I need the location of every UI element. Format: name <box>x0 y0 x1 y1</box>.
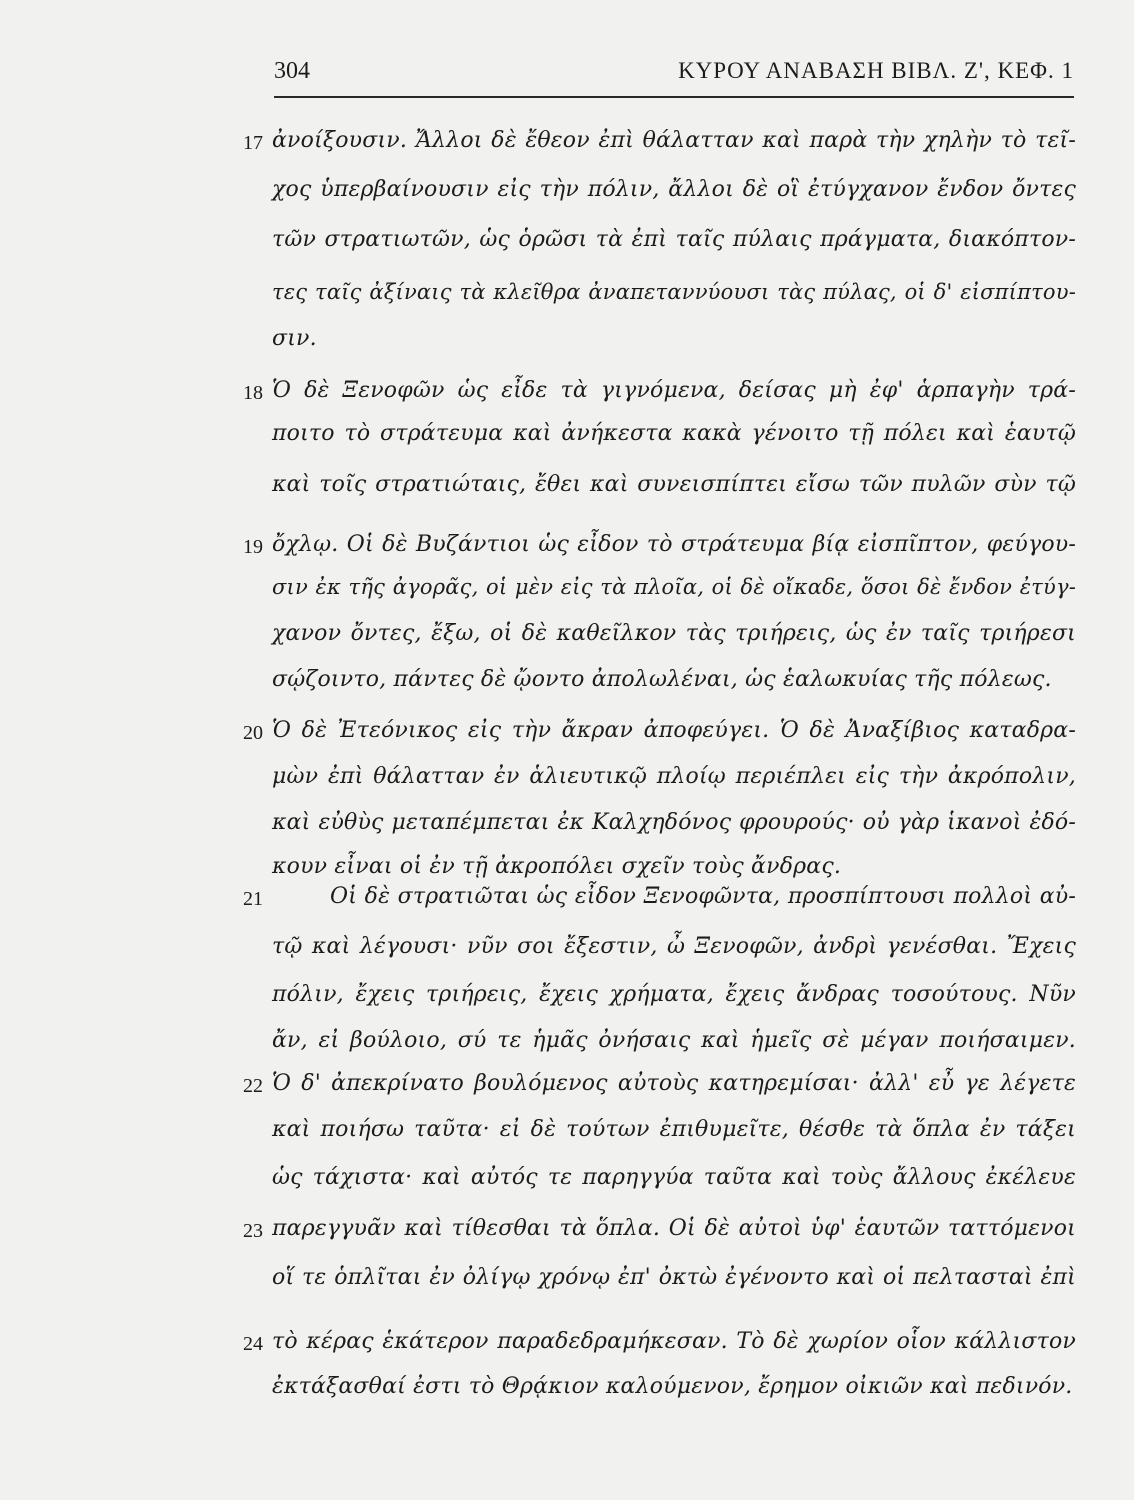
text-line: καὶ τοῖς στρατιώταις, ἔθει καὶ συνεισπίπτει εἴσω τῶν πυλῶν σὺν τῷ <box>272 472 1076 497</box>
section-number: 23 <box>243 1220 263 1242</box>
text-line: Ὁ δ' ἀπεκρίνατο βουλόμενος αὐτοὺς κατηρεμίσαι· ἀλλ' εὖ γε λέγετε <box>272 1071 1076 1096</box>
section-number: 21 <box>243 888 263 910</box>
text-line: σῴζοιντο, πάντες δὲ ᾤοντο ἀπολωλέναι, ὡς ἑαλωκυίας τῆς πόλεως. <box>272 667 1052 692</box>
text-line: Ὁ δὲ Ξενοφῶν ὡς εἶδε τὰ γιγνόμενα, δείσας μὴ ἐφ' ἁρπαγὴν τρά- <box>272 378 1076 403</box>
section-number: 19 <box>243 536 263 558</box>
text-line: μὼν ἐπὶ θάλατταν ἐν ἁλιευτικῷ πλοίῳ περιέπλει εἰς τὴν ἀκρόπολιν, <box>272 764 1076 789</box>
text-line: τῷ καὶ λέγουσι· νῦν σοι ἔξεστιν, ὦ Ξενοφῶν, ἀνδρὶ γενέσθαι. Ἔχεις <box>272 934 1076 959</box>
text-line: παρεγγυᾶν καὶ τίθεσθαι τὰ ὅπλα. Οἱ δὲ αὐτοὶ ὑφ' ἑαυτῶν ταττόμενοι <box>272 1216 1076 1241</box>
text-line: ἐκτάξασθαί ἐστι τὸ Θρᾴκιον καλούμενον, ἔρημον οἰκιῶν καὶ πεδινόν. <box>272 1374 1073 1399</box>
text-line: πόλιν, ἔχεις τριήρεις, ἔχεις χρήματα, ἔχεις ἄνδρας τοσούτους. Νῦν <box>272 982 1076 1007</box>
section-number: 20 <box>243 722 263 744</box>
text-line: τῶν στρατιωτῶν, ὡς ὁρῶσι τὰ ἐπὶ ταῖς πύλαις πράγματα, διακόπτον- <box>272 227 1076 252</box>
text-line: ποιτο τὸ στράτευμα καὶ ἀνήκεστα κακὰ γένοιτο τῇ πόλει καὶ ἑαυτῷ <box>272 421 1076 446</box>
section-number: 18 <box>243 382 263 404</box>
text-line: Οἱ δὲ στρατιῶται ὡς εἶδον Ξενοφῶντα, προσπίπτουσι πολλοὶ αὐ- <box>330 884 1076 909</box>
text-line: Ὁ δὲ Ἐτεόνικος εἰς τὴν ἄκραν ἀποφεύγει. Ὁ δὲ Ἀναξίβιος καταδρα- <box>272 718 1076 743</box>
text-line: καὶ εὐθὺς μεταπέμπεται ἐκ Καλχηδόνος φρουρούς· οὐ γὰρ ἱκανοὶ ἐδό- <box>272 810 1076 835</box>
section-number: 24 <box>243 1333 263 1355</box>
text-line: ἀνοίξουσιν. Ἄλλοι δὲ ἔθεον ἐπὶ θάλατταν καὶ παρὰ τὴν χηλὴν τὸ τεῖ- <box>272 128 1076 153</box>
text-line: ἄν, εἰ βούλοιο, σύ τε ἡμᾶς ὀνήσαις καὶ ἡμεῖς σὲ μέγαν ποιήσαιμεν. <box>272 1028 1076 1053</box>
section-number: 17 <box>243 132 263 154</box>
section-number: 22 <box>243 1075 263 1097</box>
text-line: χος ὑπερβαίνουσιν εἰς τὴν πόλιν, ἄλλοι δὲ οἳ ἐτύγχανον ἔνδον ὄντες <box>272 177 1076 202</box>
text-line: κουν εἶναι οἱ ἐν τῇ ἀκροπόλει σχεῖν τοὺς ἄνδρας. <box>272 854 842 879</box>
text-line: σιν. <box>272 326 317 351</box>
running-head: ΚΥΡΟΥ ΑΝΑΒΑΣΗ ΒΙΒΛ. Ζ', ΚΕΦ. 1 <box>678 58 1074 83</box>
text-line: ὡς τάχιστα· καὶ αὐτός τε παρηγγύα ταῦτα καὶ τοὺς ἄλλους ἐκέλευε <box>272 1165 1076 1190</box>
text-line: οἵ τε ὁπλῖται ἐν ὀλίγῳ χρόνῳ ἐπ' ὀκτὼ ἐγένοντο καὶ οἱ πελτασταὶ ἐπὶ <box>272 1265 1076 1290</box>
text-line: σιν ἐκ τῆς ἀγορᾶς, οἱ μὲν εἰς τὰ πλοῖα, οἱ δὲ οἴκαδε, ὅσοι δὲ ἔνδον ἐτύγ- <box>272 575 1076 599</box>
page-number: 304 <box>274 58 310 84</box>
text-line: χανον ὄντες, ἔξω, οἱ δὲ καθεῖλκον τὰς τριήρεις, ὡς ἐν ταῖς τριήρεσι <box>272 621 1076 646</box>
text-line: καὶ ποιήσω ταῦτα· εἰ δὲ τούτων ἐπιθυμεῖτε, θέσθε τὰ ὅπλα ἐν τάξει <box>272 1117 1076 1142</box>
text-line: τὸ κέρας ἑκάτερον παραδεδραμήκεσαν. Τὸ δὲ χωρίον οἷον κάλλιστον <box>272 1329 1076 1354</box>
text-line: τες ταῖς ἀξίναις τὰ κλεῖθρα ἀναπεταννύουσι τὰς πύλας, οἱ δ' εἰσπίπτου- <box>272 280 1076 304</box>
text-line: ὄχλῳ. Οἱ δὲ Βυζάντιοι ὡς εἶδον τὸ στράτευμα βίᾳ εἰσπῖπτον, φεύγου- <box>272 532 1076 557</box>
